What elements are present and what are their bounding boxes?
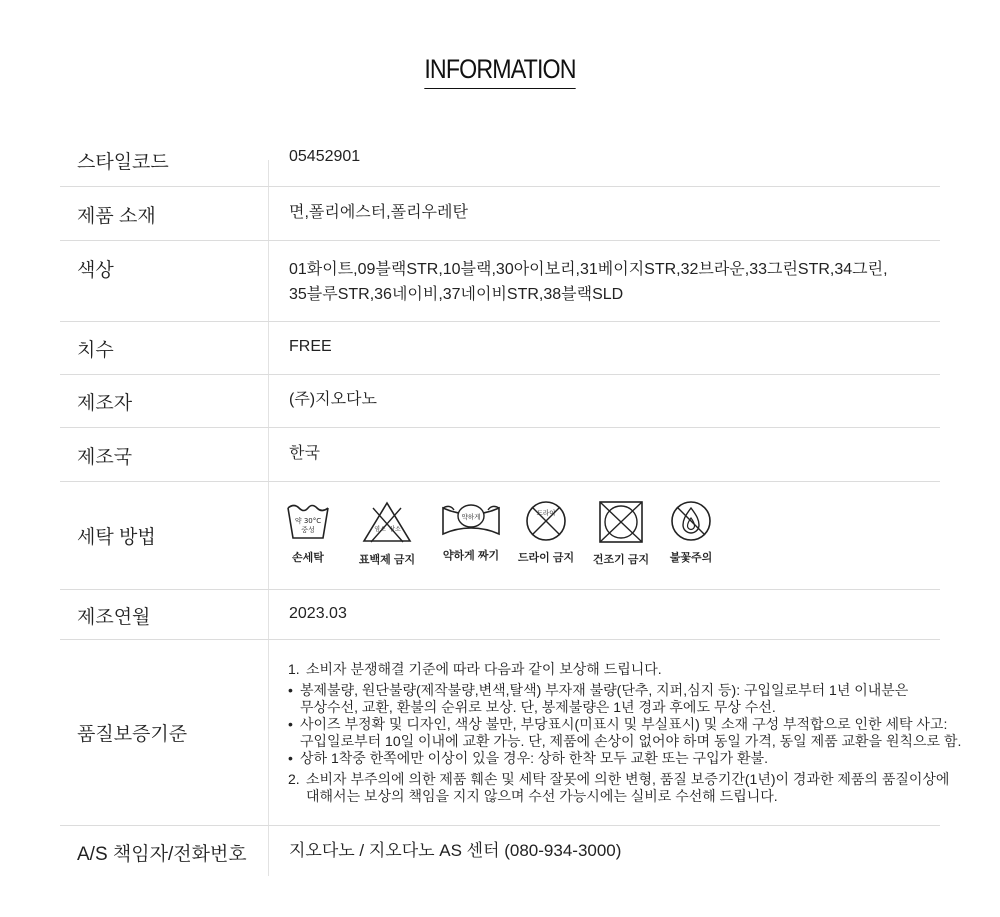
quality-value <box>268 661 961 805</box>
maker-value: (주)지오다노 <box>289 391 377 408</box>
quality-item-text: 소비자 분쟁해결 기준에 따라 다음과 같이 보상해 드립니다. <box>306 660 662 677</box>
hand-wash-caption: 손세탁 <box>292 551 324 564</box>
gentle-wring-caption: 약하게 짜기 <box>442 549 500 562</box>
fire-caution-item <box>664 500 718 570</box>
quality-label: 품질보증기준 <box>77 724 188 745</box>
as-value: 지오다노 / 지오다노 AS 센터 (080-934-3000) <box>289 841 622 860</box>
dry-text: 드라이 <box>536 508 556 517</box>
row-quality <box>60 640 962 826</box>
bullet-continuation: 무상수선, 교환, 환불의 순위로 보상. 단, 봉제불량은 1년 경과 후에도 무상 수선. <box>300 698 776 715</box>
bullet-text: 사이즈 부정확 및 디자인, 색상 불만, 부당표시(미표시 및 부실표시) 및 소재 구성 부적합으로 인한 세탁 사고: <box>300 715 948 732</box>
country-label: 제조국 <box>77 447 133 468</box>
date-label: 제조연월 <box>77 607 151 628</box>
no-dry-clean-caption: 드라이 금지 <box>517 551 575 564</box>
gentle-wring-item <box>436 500 506 568</box>
gentle-wring-text: 약하게 <box>461 512 481 521</box>
quality-item-continuation: 대해서는 보상의 책임을 지지 않으며 수선 가능시에는 실비로 수선해 드립니다. <box>306 787 778 804</box>
bullet-dot: • <box>288 681 293 698</box>
no-bleach-caption: 표백제 금지 <box>358 553 416 566</box>
bullet-text: 상하 1착중 한쪽에만 이상이 있을 경우: 상하 한착 모두 교환 또는 구입가 환불. <box>300 749 768 766</box>
material-value: 면,폴리에스터,폴리우레탄 <box>289 204 468 221</box>
bullet-text: 봉제불량, 원단불량(제작불량,변색,탈색) 부자재 불량(단추, 지퍼,심지 등): 구입일로부터 1년 이내분은 <box>300 681 909 698</box>
color-value-line: 01화이트,09블랙STR,10블랙,30아이보리,31베이지STR,32브라운,33그린STR,34그린, <box>289 261 888 278</box>
row-style-code <box>60 132 940 187</box>
bullet-continuation: 구입일로부터 10일 이내에 교환 가능. 단, 제품에 손상이 없어야 하며 동일 가격, 동일 제품 교환을 원칙으로 함. <box>300 732 962 749</box>
country-value: 한국 <box>289 445 320 462</box>
color-value <box>268 241 888 321</box>
row-material <box>60 187 940 241</box>
bullet-dot: • <box>288 715 293 732</box>
quality-bullet <box>288 716 961 733</box>
quality-item-1 <box>288 661 961 678</box>
washing-icons <box>268 500 718 572</box>
chlorine-text: 염소 <box>374 525 386 533</box>
hand-wash-item <box>286 500 330 570</box>
row-manufacture-date <box>60 590 940 640</box>
fire-caution-icon <box>669 500 713 542</box>
info-table <box>60 132 962 876</box>
quality-bullet <box>288 682 961 699</box>
row-as-contact <box>60 826 940 876</box>
hand-wash-icon <box>286 500 330 542</box>
quality-item-num: 1. <box>288 660 300 677</box>
bullet-dot: • <box>288 749 293 766</box>
maker-label: 제조자 <box>77 393 133 414</box>
quality-item-2 <box>288 771 961 788</box>
no-tumble-dry-caption: 건조기 금지 <box>592 553 650 566</box>
information-heading: INFORMATION <box>424 54 575 89</box>
color-value-line: 35블루STR,36네이비,37네이비STR,38블랙SLD <box>289 286 624 303</box>
no-tumble-dry-icon <box>598 500 644 544</box>
no-tumble-dry-item <box>590 500 652 572</box>
row-washing <box>60 482 940 590</box>
no-bleach-icon <box>361 500 413 544</box>
no-dry-clean-icon <box>524 500 568 542</box>
row-country <box>60 428 940 482</box>
row-maker <box>60 375 940 428</box>
row-color <box>60 241 940 322</box>
no-bleach-item <box>352 500 422 572</box>
size-label: 치수 <box>77 340 114 361</box>
page-title <box>0 54 1000 89</box>
hand-wash-temp: 약 30°C <box>294 516 322 525</box>
oxygen-text: 산소 <box>389 525 401 533</box>
quality-bullet <box>288 750 961 767</box>
style-code-label: 스타일코드 <box>77 152 169 173</box>
row-size <box>60 322 940 375</box>
size-value: FREE <box>289 338 332 355</box>
fire-caution-caption: 불꽃주의 <box>669 551 713 564</box>
quality-item-num: 2. <box>288 770 300 787</box>
color-label: 색상 <box>77 260 114 281</box>
quality-item-text: 소비자 부주의에 의한 제품 훼손 및 세탁 잘못에 의한 변형, 품질 보증기간(1년)이 경과한 제품의 품질이상에 <box>306 770 950 787</box>
material-label: 제품 소재 <box>77 206 156 227</box>
no-dry-clean-item <box>514 500 578 570</box>
as-label: A/S 책임자/전화번호 <box>77 844 247 865</box>
date-value: 2023.03 <box>289 605 347 622</box>
gentle-wring-icon <box>440 500 502 540</box>
washing-label: 세탁 방법 <box>77 527 156 548</box>
style-code-value: 05452901 <box>289 148 361 165</box>
hand-wash-neutral: 중성 <box>301 525 315 534</box>
